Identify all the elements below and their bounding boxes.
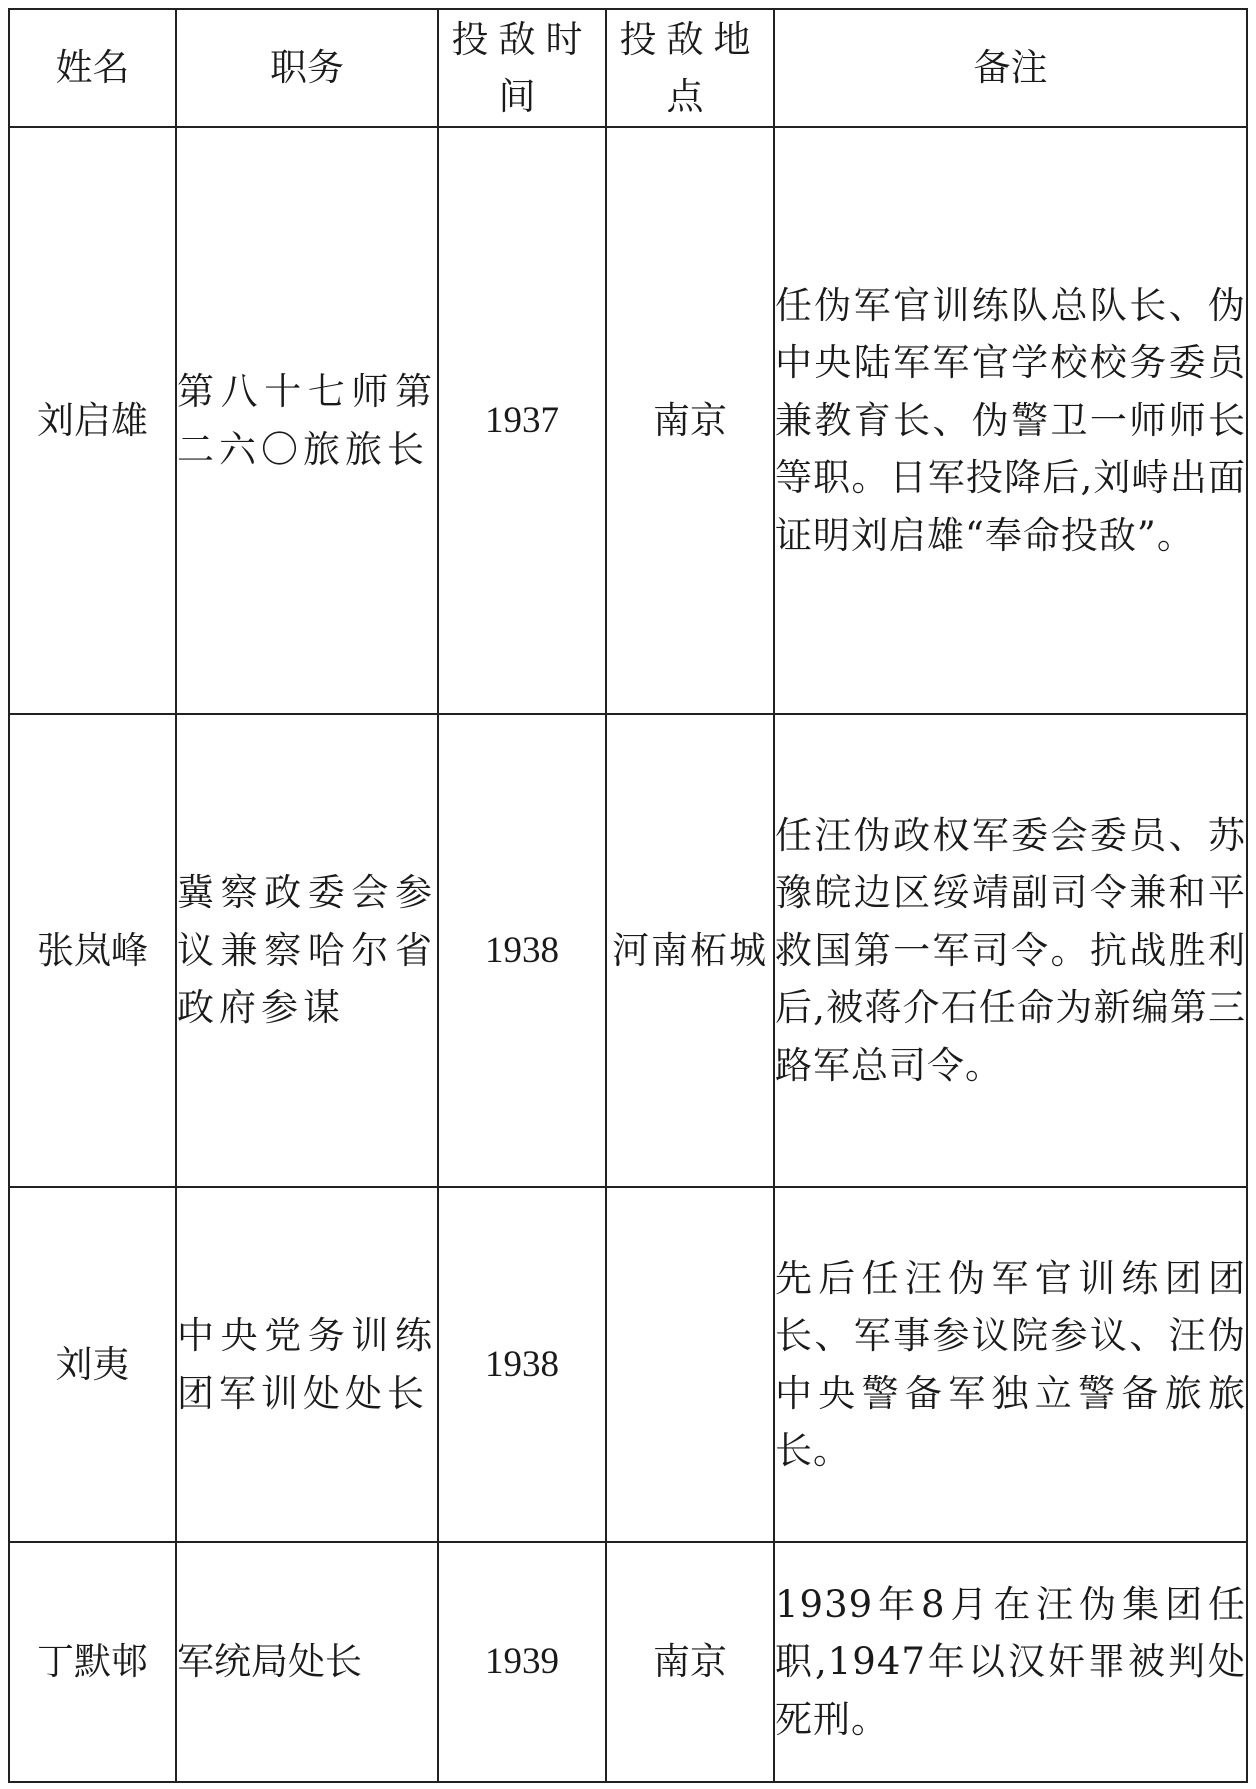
- cell-note: 1939年8月在汪伪集团任职,1947年以汉奸罪被判处死刑。: [774, 1542, 1247, 1782]
- table-row: [9, 714, 1247, 1187]
- cell-place: [606, 1187, 774, 1542]
- header-time: 投敌时间: [438, 9, 606, 127]
- cell-time: 1937: [438, 127, 606, 714]
- cell-time: 1938: [438, 714, 606, 1187]
- cell-time: 1939: [438, 1542, 606, 1782]
- cell-place: 南京: [606, 1542, 774, 1782]
- header-post: 职务: [176, 9, 438, 127]
- cell-post: 第八十七师第二六〇旅旅长: [176, 127, 438, 714]
- table-row: [9, 1187, 1247, 1542]
- cell-note: 任汪伪政权军委会委员、苏豫皖边区绥靖副司令兼和平救国第一军司令。抗战胜利后,被蒋介石任命为新编第三路军总司令。: [774, 714, 1247, 1187]
- table-row: [9, 1542, 1247, 1782]
- cell-name: 丁默邨: [9, 1542, 176, 1782]
- defector-table: [8, 8, 1248, 1783]
- cell-note: 任伪军官训练队总队长、伪中央陆军军官学校校务委员兼教育长、伪警卫一师师长等职。日军投降后,刘峙出面证明刘启雄“奉命投敌”。: [774, 127, 1247, 714]
- cell-post: 冀察政委会参议兼察哈尔省政府参谋: [176, 714, 438, 1187]
- header-place: 投敌地点: [606, 9, 774, 127]
- cell-post: 军统局处长: [176, 1542, 438, 1782]
- cell-post: 中央党务训练团军训处处长: [176, 1187, 438, 1542]
- table-row: [9, 127, 1247, 714]
- cell-time: 1938: [438, 1187, 606, 1542]
- cell-note: 先后任汪伪军官训练团团长、军事参议院参议、汪伪中央警备军独立警备旅旅长。: [774, 1187, 1247, 1542]
- cell-name: 刘夷: [9, 1187, 176, 1542]
- cell-place: 河南柘城: [606, 714, 774, 1187]
- cell-name: 张岚峰: [9, 714, 176, 1187]
- header-name: 姓名: [9, 9, 176, 127]
- cell-place: 南京: [606, 127, 774, 714]
- header-note: 备注: [774, 9, 1247, 127]
- cell-name: 刘启雄: [9, 127, 176, 714]
- table-header-row: [9, 9, 1247, 127]
